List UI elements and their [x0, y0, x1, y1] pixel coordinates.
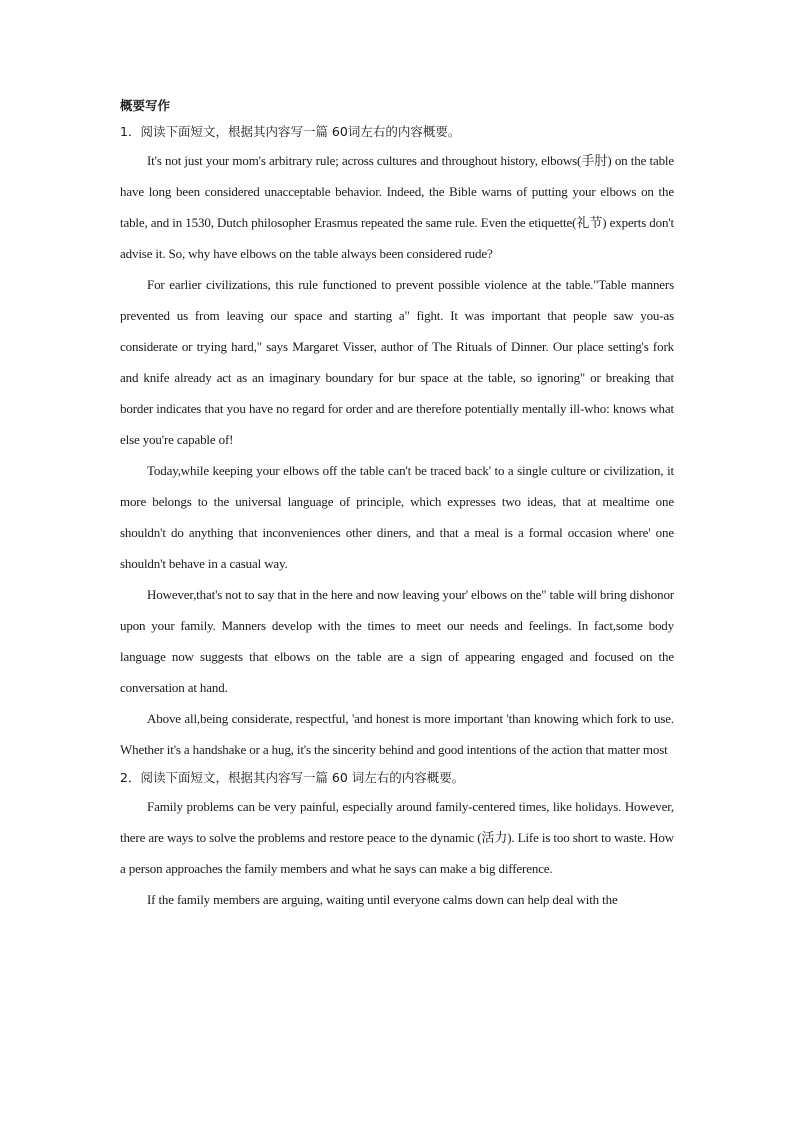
question-2-paragraph: Family problems can be very painful, especially around family-centered times, like holidays. However, there are ways to solve the problems and restore peace to the dynamic (活力). Life is too short to waste. How a person approaches the family members and what he says can make a big difference. [120, 799, 674, 876]
question-1-paragraph: Today,while keeping your elbows off the table can't be traced back' to a single culture or civilization, it more belongs to the universal language of principle, which expresses two ideas, that at mealtime one shouldn't do anything that inconveniences other diners, and that a meal is a formal occasion where' one shouldn't behave in a casual way. [120, 463, 674, 571]
question-1 [120, 119, 674, 765]
question-2-paragraph: If the family members are arguing, waiting until everyone calms down can help deal with the [147, 892, 618, 907]
question-1-paragraph: However,that's not to say that in the here and now leaving your' elbows on the" table will bring dishonor upon your family. Manners develop with the times to meet our needs and feelings. In fact,some body language now suggests that elbows on the table are a sign of appearing engaged and focused on the conversation at hand. [120, 587, 674, 695]
question-1-paragraph: Above all,being considerate, respectful, 'and honest is more important 'than knowing which fork to use. Whether it's a handshake or a hug, it's the sincerity behind and good intentions of the action that matter most [120, 711, 674, 757]
question-2-title: 2．阅读下面短文，根据其内容写一篇 60 词左右的内容概要。 [120, 770, 465, 785]
question-1-title: 1．阅读下面短文，根据其内容写一篇 60词左右的内容概要。 [120, 124, 461, 139]
question-1-paragraph: It's not just your mom's arbitrary rule; across cultures and throughout history, elbows(手肘) on the table have long been considered unacceptable behavior. Indeed, the Bible warns of putting your elbows on the table, and in 1530, Dutch philosopher Erasmus repeated the same rule. Even the etiquette(礼节) experts don't advise it. So, why have elbows on the table always been considered rude? [120, 153, 674, 261]
question-1-paragraph: For earlier civilizations, this rule functioned to prevent possible violence at the table."Table manners prevented us from leaving our space and starting a" fight. It was important that people saw you-as considerate or trying hard," says Margaret Visser, author of The Rituals of Dinner. Our place setting's fork and knife already act as an imaginary boundary for bur space at the table, so ignoring" or breaking that border indicates that you have no regard for order and are therefore potentially mentally ill-who: knows what else you're capable of! [120, 277, 674, 447]
document-content [120, 93, 674, 915]
section-heading: 概要写作 [120, 98, 171, 113]
question-2 [120, 765, 674, 915]
